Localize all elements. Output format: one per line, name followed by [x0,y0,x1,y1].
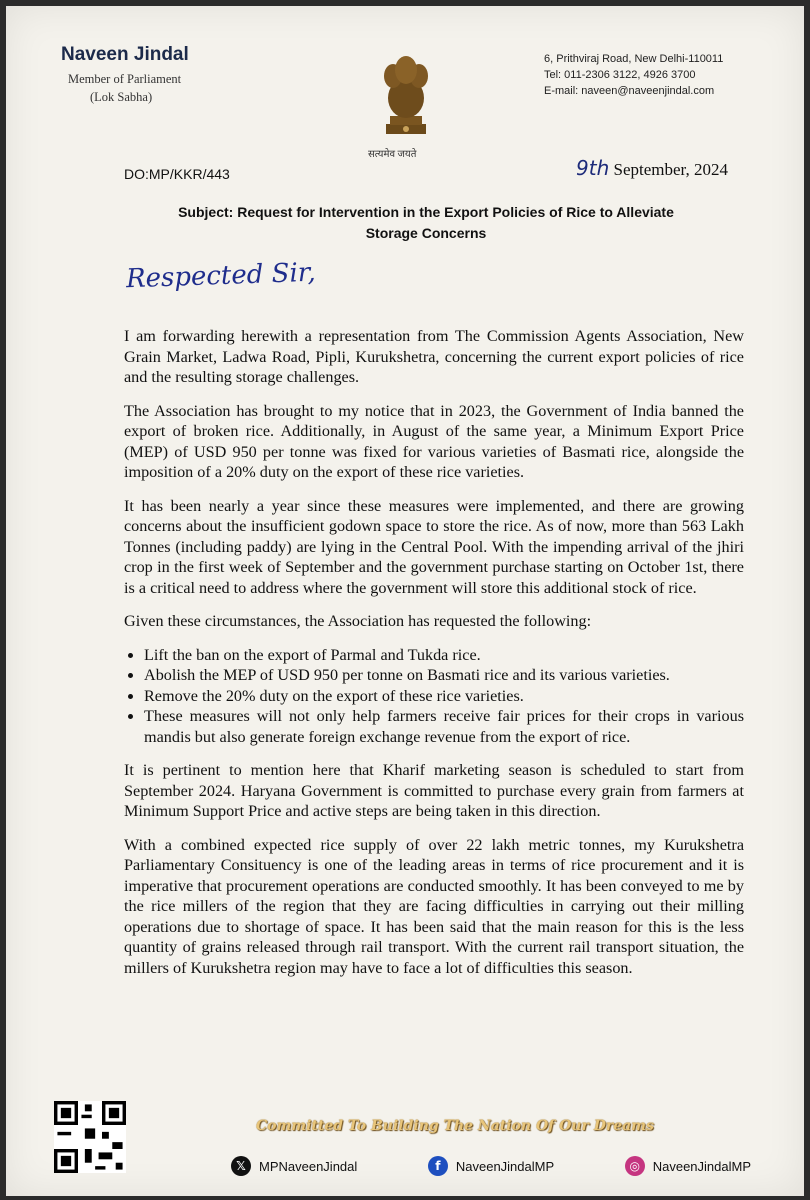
social-x[interactable] [231,1156,357,1176]
social-links [231,1156,751,1176]
paragraph: It has been nearly a year since these measures were implemented, and there are growing concerns about the insufficient godown space to store the rice. As of now, more than 563 Lakh Tonnes (including paddy) are lying in the Central Pool. With the impending arrival of the jhiri crop in the first week of September and the government purchase starting on October 1st, there is a critical need to address where the government will store this additional stock of rice. [124,496,744,597]
sender-name: Naveen Jindal [61,44,189,65]
qr-code-icon [54,1101,126,1173]
list-item: • These measures will not only help farmers receive fair prices for their crops in various mandis but also generate foreign exchange revenue from the export of rice. [144,706,744,747]
sender-address [544,51,723,99]
paragraph: With a combined expected rice supply of over 22 lakh metric tonnes, my Kurukshetra Parliamentary Consituency is one of the leading areas in terms of rice procurement and it is imperative that procurement operations are conducted smoothly. It has been conveyed to me by the rice millers of the region that they are facing difficulties in carrying out their milling operations due to shortage of space. It has been said that the main reason for this is the less quantity of grains released through rail transport. With the current rail transport situation, the millers of Kurukshetra region may have to face a lot of difficulties this season. [124,835,744,977]
paragraph: It is pertinent to mention here that Kharif marketing season is scheduled to start from September 2024. Haryana Government is committed to purchase every grain from farmers at Minimum Support Price and active steps are being taken in this direction. [124,761,744,820]
social-instagram[interactable] [625,1156,751,1176]
handwritten-day: 9th [576,156,610,180]
facebook-icon: f [428,1156,448,1176]
request-list [124,645,744,748]
subject [176,202,676,244]
list-item: • Lift the ban on the export of Parmal and Tukda rice. [144,645,744,666]
social-handle: NaveenJindalMP [455,1158,555,1174]
subject-line: Subject: Request for Intervention in the Export Policies of Rice to Alleviate [178,204,674,220]
list-item: • Abolish the MEP of USD 950 per tonne on Basmati rice and its various varieties. [144,665,744,686]
subject-line: Storage Concerns [365,225,487,241]
phone-line: Tel: 011-2306 3122, 4926 3700 [544,69,696,81]
state-emblem-icon [366,46,446,146]
social-facebook[interactable] [428,1156,554,1176]
date-printed: September, 2024 [613,160,729,179]
instagram-icon: ◎ [625,1156,645,1176]
reference-number: DO:MP/KKR/443 [124,166,230,182]
sender-house: (Lok Sabha) [90,90,153,104]
social-handle: NaveenJindalMP [652,1158,751,1174]
x-icon: 𝕏 [231,1156,251,1176]
letter-date [576,156,728,180]
social-handle: MPNaveenJindal [259,1158,358,1174]
paragraph: I am forwarding herewith a representation from The Commission Agents Association, New Grain Market, Ladwa Road, Pipli, Kurukshetra, concerning the current export policies of rice and the resulting storage challenges. [124,327,744,386]
address-line: 6, Prithviraj Road, New Delhi-110011 [544,53,724,65]
letter-body [124,326,744,991]
letter-page [6,6,804,1196]
list-item: • Remove the 20% duty on the export of these rice varieties. [144,686,744,707]
email-line: E-mail: naveen@naveenjindal.com [544,85,715,97]
handwritten-salutation: Respected Sir, [125,257,317,295]
paragraph: Given these circumstances, the Association has requested the following: [124,612,592,630]
emblem-motto: सत्यमेव जयते [368,149,417,160]
sender-role: Member of Parliament [68,72,182,86]
footer-tagline: Committed To Building The Nation Of Our Dreams [256,1118,654,1134]
paragraph: The Association has brought to my notice that in 2023, the Government of India banned the export of broken rice. Additionally, in August of the same year, a Minimum Export Price (MEP) of USD 950 per tonne was fixed for various varieties of Basmati rice, alongside the imposition of a 20% duty on the export of these rice varieties. [124,401,744,481]
